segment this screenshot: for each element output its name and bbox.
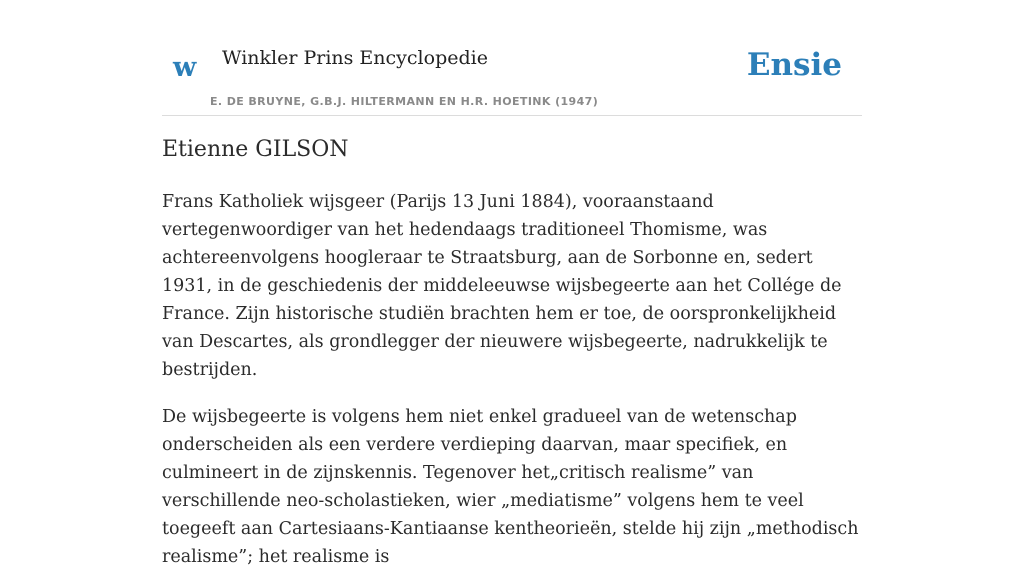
article-paragraph: Frans Katholiek wijsgeer (Parijs 13 Juni 1884), vooraanstaand vertegenwoordiger van het hedendaags traditioneel Thomisme, was achtereenvolgens hoogleraar te Straatsburg, aan de Sorbonne en, sedert 1931, in de geschiedenis der middeleeuwse wijsbegeerte aan het Collége de France. Zijn historische studiën brachten hem er toe, de oorspronkelijkheid van Descartes, als grondlegger der nieuwere wijsbegeerte, nadrukkelijk te bestrijden. [162,192,842,380]
ensie-logo[interactable]: Ensie [746,47,842,83]
site-title[interactable]: Winkler Prins Encyclopedie [222,47,488,69]
site-authors: E. DE BRUYNE, G.B.J. HILTERMANN EN H.R. HOETINK (1947) [210,95,599,108]
article-paragraph: De wijsbegeerte is volgens hem niet enkel gradueel van de wetenschap onderscheiden als een verdere verdieping daarvan, maar specifiek, en culmineert in de zijnskennis. Tegenover het„critisch realisme” van verschillende neo-scholastieken, wier „mediatisme” volgens hem te veel toegeeft aan Cartesiaans-Kantiaanse kentheorieën, stelde hij zijn „methodisch realisme”; het realisme is [162,407,859,567]
winkler-prins-logo[interactable]: w [173,52,197,83]
article [162,137,862,571]
site-header [162,40,862,116]
article-title: Etienne GILSON [162,137,349,162]
